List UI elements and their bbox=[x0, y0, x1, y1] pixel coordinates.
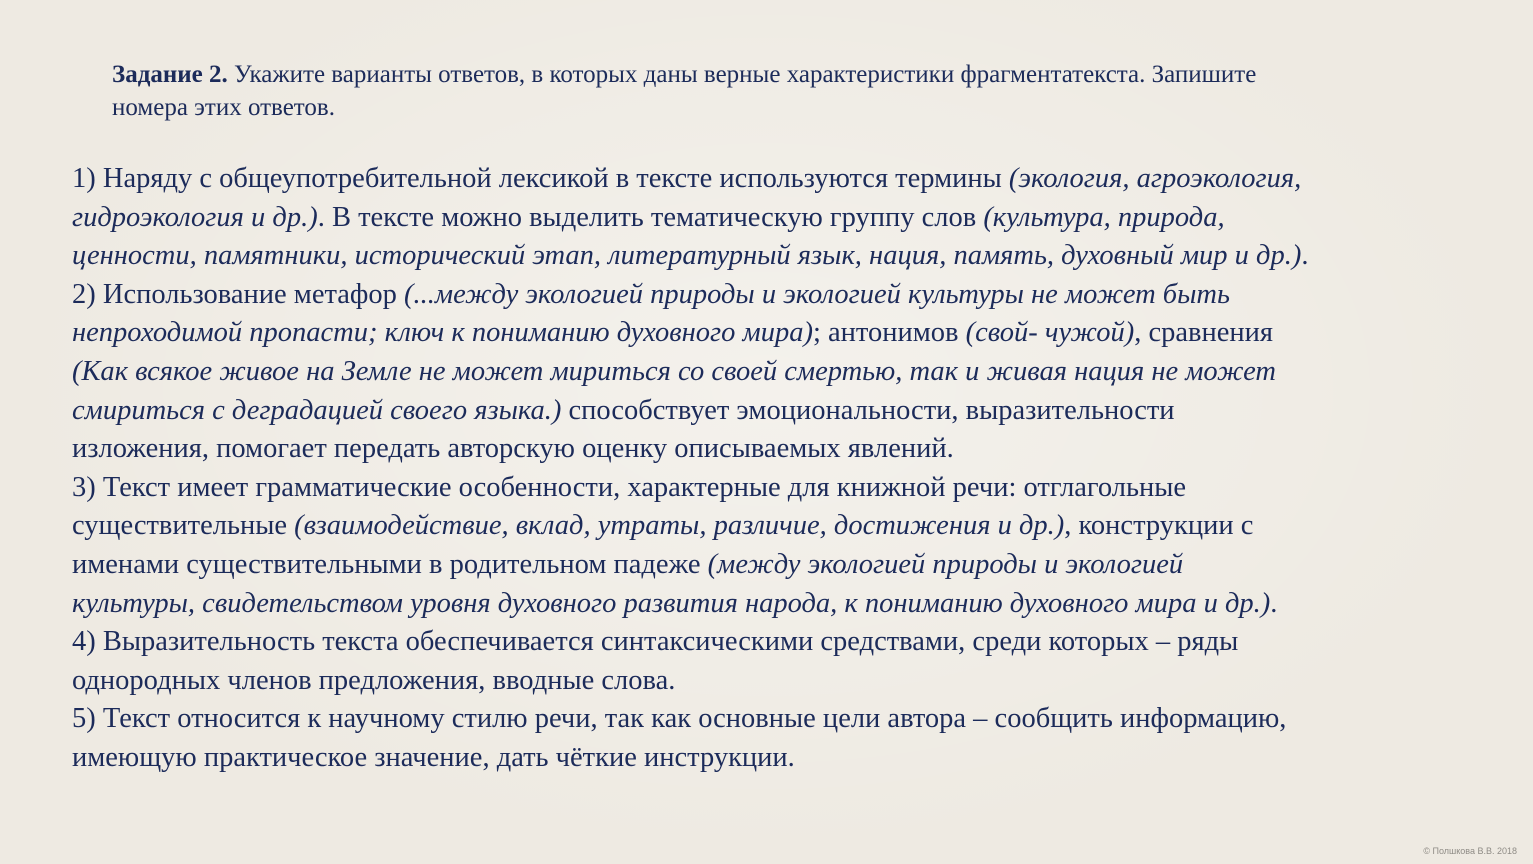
copyright-footer: © Полшкова В.В. 2018 bbox=[1423, 846, 1517, 856]
option-3-line-1: 3) Текст имеет грамматические особенности, характерные для книжной речи: отглагольные bbox=[72, 471, 1187, 503]
option-5-line-2: имеющую практическое значение, дать чёткие инструкции. bbox=[72, 741, 795, 773]
task-text-line-1: Укажите варианты ответов, в которых даны верные характеристики фрагментатекста. Запишите bbox=[227, 61, 1257, 88]
task-text-line-2: номера этих ответов. bbox=[112, 94, 335, 121]
option-3-line-4: культуры, свидетельством уровня духовного развития народа, к пониманию духовного мира и др.). bbox=[72, 587, 1278, 619]
option-2-line-2: непроходимой пропасти; ключ к пониманию духовного мира); антонимов (свой- чужой), сравнения bbox=[72, 317, 1273, 349]
option-1-line-1: 1) Наряду с общеупотребительной лексикой в тексте используются термины (экология, агроэкология, bbox=[72, 163, 1302, 194]
option-4-line-1: 4) Выразительность текста обеспечивается синтаксическими средствами, среди которых – ряды bbox=[72, 626, 1239, 658]
task-heading bbox=[112, 58, 1452, 124]
option-1-line-2: гидроэкология и др.). В тексте можно выделить тематическую группу слов (культура, природа, bbox=[72, 201, 1225, 233]
option-1-line-3: ценности, памятники, исторический этап, литературный язык, нация, память, духовный мир и др.). bbox=[72, 240, 1309, 272]
option-2-line-1: 2) Использование метафор (...между экологией природы и экологией культуры не может быть bbox=[72, 278, 1230, 310]
option-4-line-2: однородных членов предложения, вводные слова. bbox=[72, 664, 676, 696]
option-2-line-3: (Как всякое живое на Земле не может мириться со своей смертью, так и живая нация не может bbox=[72, 355, 1276, 387]
task-label: Задание 2. bbox=[112, 61, 228, 88]
option-2-line-4: смириться с деградацией своего языка.) способствует эмоциональности, выразительности bbox=[72, 394, 1175, 426]
option-3-line-3: именами существительными в родительном падеже (между экологией природы и экологией bbox=[72, 548, 1184, 580]
option-2-line-5: изложения, помогает передать авторскую оценку описываемых явлений. bbox=[72, 433, 954, 465]
answer-options bbox=[72, 160, 1472, 778]
option-3-line-2: существительные (взаимодействие, вклад, утраты, различие, достижения и др.), конструкции с bbox=[72, 510, 1254, 542]
option-5-line-1: 5) Текст относится к научному стилю речи, так как основные цели автора – сообщить информацию, bbox=[72, 703, 1287, 735]
